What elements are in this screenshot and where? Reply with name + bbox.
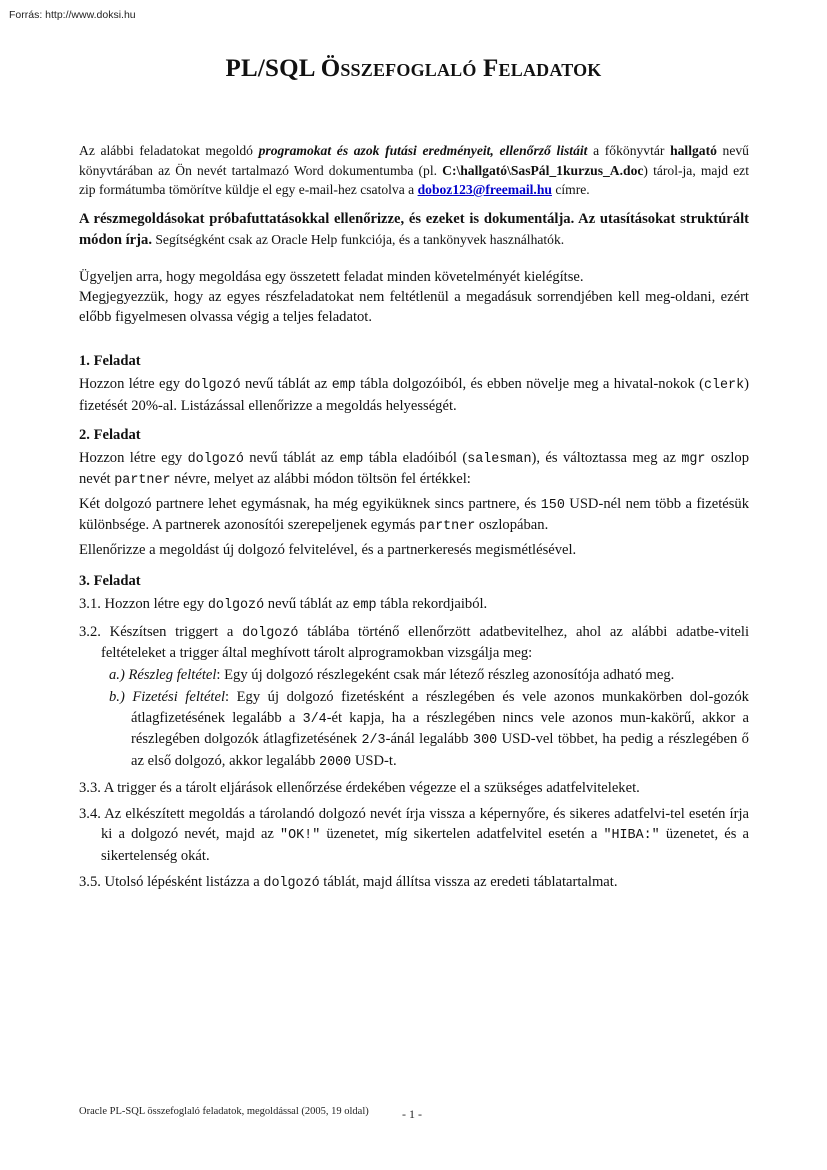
intro-paragraph-3: Ügyeljen arra, hogy megoldása egy összetett feladat minden követelményét kielégítse. (79, 268, 584, 285)
task3-item-3: 3.3. A trigger és a tárolt eljárások ellenőrzése érdekében végezze el a szükséges adatfelviteleket. (79, 780, 640, 797)
title-word-plsql: PL/SQL (225, 55, 315, 82)
intro-paragraph-4: Megjegyezzük, hogy az egyes részfeladatokat nem feltétlenül a megadásuk sorrendjében kell meg-oldani, ezért előbb figyelmesen olvassa végig a teljes feladatot. (79, 288, 749, 325)
task3-item-1: 3.1. Hozzon létre egy dolgozó nevű táblát az emp tábla rekordjaiból. (79, 596, 488, 614)
task1-text: Hozzon létre egy dolgozó nevű táblát az emp tábla dolgozóiból, és ebben növelje meg a hivatal-nokok (clerk) fizetését 20%-al. Listázással ellenőrizze a megoldás helyességét. (79, 376, 750, 414)
task3-item-4: 3.4. Az elkészített megoldás a tárolandó dolgozó nevét írja vissza a képernyőre, és sikeres adatfelvi-tel esetén írja ki a dolgozó nevét, majd az "OK!" üzenetet, míg sikertelen adatfelvitel esetén a "HIBA:" üzenetet, és a sikertelenség okát. (79, 806, 750, 864)
task3-item-2a: a.) Részleg feltétel: Egy új dolgozó részlegeként csak már létező részleg azonosítója adható meg. (109, 667, 675, 684)
footer-text: Oracle PL-SQL összefoglaló feladatok, megoldással (2005, 19 oldal) (79, 1106, 369, 1117)
task2-heading: 2. Feladat (79, 426, 141, 443)
intro-paragraph-2: A részmegoldásokat próbafuttatásokkal ellenőrizze, és ezeket is dokumentálja. Az utasításokat struktúrált módon írja. Segítségként csak az Oracle Help funkciója, és a tankönyvek használhatók. (79, 210, 749, 248)
task3-heading: 3. Feladat (79, 573, 141, 590)
task1-heading: 1. Feladat (79, 353, 141, 370)
task2-text-1: Hozzon létre egy dolgozó nevű táblát az emp tábla eladóiból (salesman), és változtassa meg az mgr oszlop nevét partner névre, melyet az alábbi módon töltsön fel értékkel: (79, 449, 749, 489)
task3-item-5: 3.5. Utolsó lépésként listázza a dolgozó táblát, majd állítsa vissza az eredeti táblatartalmat. (79, 873, 618, 891)
title-word-feladatok: FELADATOK (483, 55, 602, 82)
document-body (79, 141, 749, 893)
email-link[interactable]: doboz123@freemail.hu (417, 182, 552, 198)
task2-text-3: Ellenőrizze a megoldást új dolgozó felvitelével, és a partnerkeresés megismétlésével. (79, 541, 577, 558)
source-label: Forrás: http://www.doksi.hu (9, 9, 136, 21)
page-number: - 1 - (402, 1107, 422, 1121)
task2-text-2: Két dolgozó partnere lehet egymásnak, ha még egyiküknek sincs partnere, és 150 USD-nél nem több a fizetésük különbsége. A partnerek azonosítói szerepeljenek egymás partner oszlopában. (79, 495, 749, 535)
intro-paragraph-1: Az alábbi feladatokat megoldó programokat és azok futási eredményeit, ellenőrző listáit a főkönyvtár hallgató nevű könyvtárában az Ön nevét tartalmazó Word dokumentumba (pl. C:\hallgató\SasPál_1kurzus_A.doc) tárol-ja, majd ezt zip formátumba tömörítve küldje el egy e-mail-hez csatolva a doboz123@freemail.hu címre. (79, 143, 749, 198)
task3-item-2: 3.2. Készítsen triggert a dolgozó táblába történő ellenőrzött adatbevitelhez, ahol az alábbi adatbe-viteli feltételeket a trigger által meghívott tárolt alprogramokban vizsgálja meg: (79, 623, 750, 662)
title-word-osszefoglalo: ÖSSZEFOGLALÓ (320, 55, 477, 82)
page-title (0, 54, 827, 84)
task3-item-2b: b.) Fizetési feltétel: Egy új dolgozó fizetésként a részlegében és vele azonos munkakörben dol-gozók átlagfizetésének legalább a 3/4-ét kapja, ha a részlegében nincs vele azonos mun-kakörű, akkor a részlegében dolgozók átlagfizetésének 2/3-ánál legalább 300 USD-vel többet, ha pedig a részlegében ő az első dolgozó, akkor legalább 2000 USD-t. (109, 689, 749, 770)
